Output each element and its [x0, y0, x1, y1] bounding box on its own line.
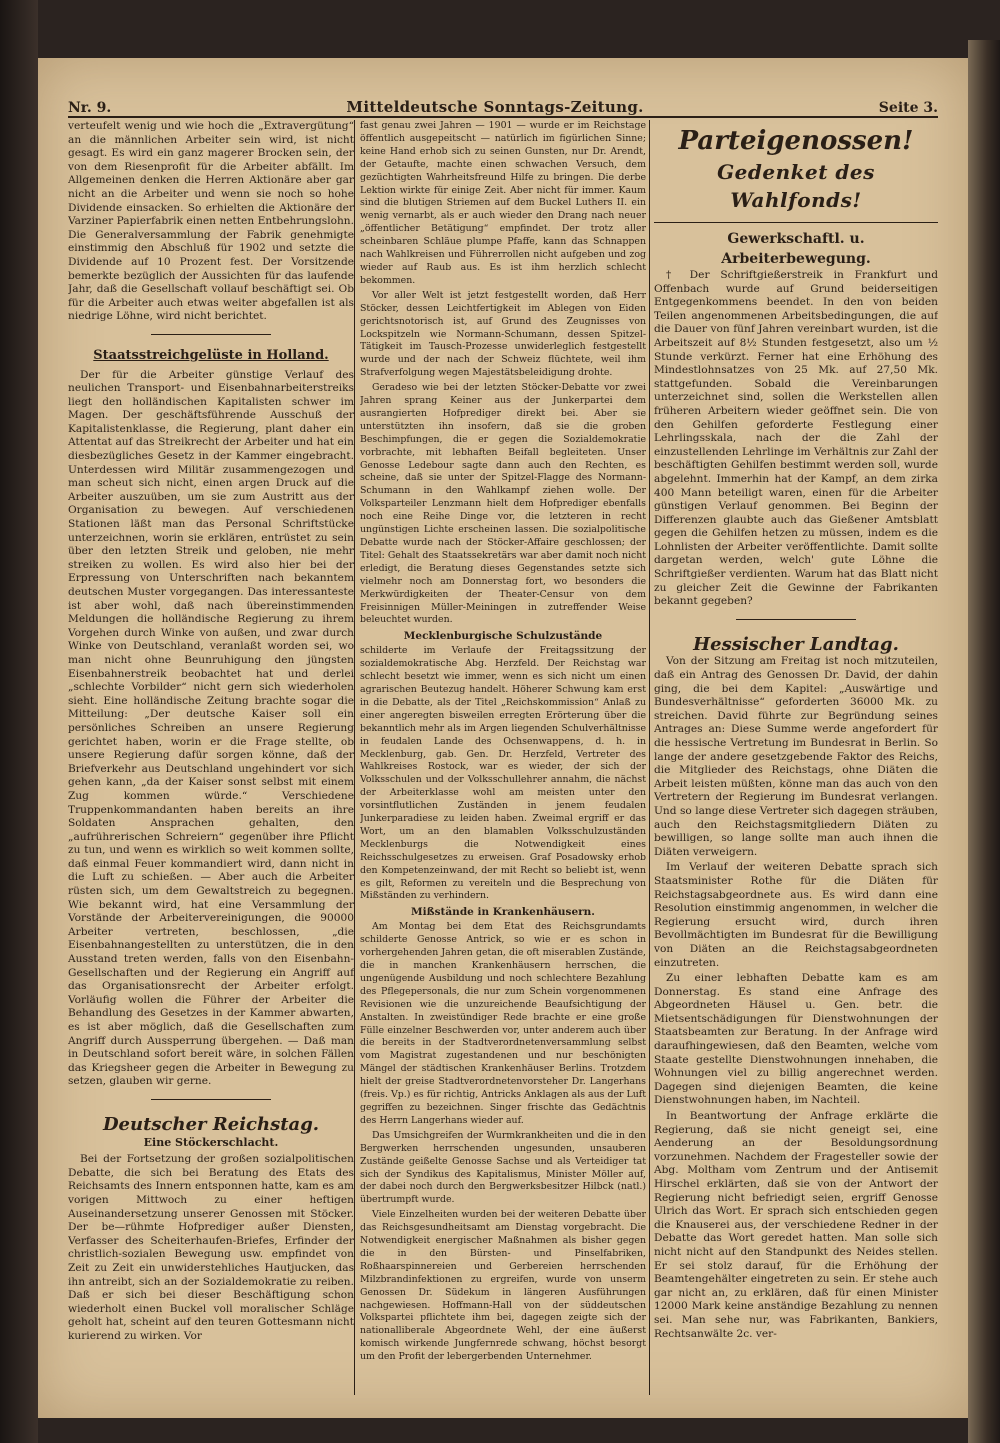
- divider: [736, 619, 856, 620]
- paragraph: fast genau zwei Jahren — 1901 — wurde er im Reichstage öffentlich ausgepeitscht — natürlich im figürlichen Sinne; keine Hand erhob sich zu seinen Gunsten, nur Dr. Arendt, der Getaufte, machte einen schwachen Versuch, dem gezüchtigten Wahrheitsfreund Hilfe zu bringen. Die derbe Lektion wirkte für einige Zeit. Aber nicht für immer. Kaum sind die blutigen Striemen auf dem Buckel Luthers II. ein wenig vernarbt, als er auch wieder den Drang nach neuer „öffentlicher Betätigung“ empfindet. Der trotz aller scheinbaren Schläue plumpe Pfaffe, kann das Schnappen nach Wahlkreisen und Führerrollen nicht aufgeben und zog wieder auf Raub aus. Es ist ihm herzlich schlecht bekommen.: [360, 120, 646, 286]
- page-edge: [968, 40, 1000, 1443]
- appeal-banner: [654, 124, 938, 269]
- column-2: [360, 120, 646, 1390]
- banner-line-2: Gedenket des Wahlfonds!: [717, 160, 875, 212]
- paragraph: Am Montag bei dem Etat des Reichsgrundamts schilderte Genosse Antrick, so wie er es schon in vorhergehenden Jahren getan, die oft miserablen Zustände, die in manchen Krankenhäusern herrschen, die ungenügende Ausbildung und noch schlechtere Bezahlung des Pflegepersonals, die nur zum Schein vorgenommenen Revisionen wie die unzureichende Beaufsichtigung der Anstalten. In zweistündiger Rede brachte er eine große Fülle einzelner Beschwerden vor, unter anderem auch über die bereits in der Stadtverordnetenversammlung selbst vom Magistrat zugestandenen und nur beschönigten Mängel der städtischen Krankenhäuser Berlins. Trotzdem hielt der greise Stadtverordnetenvorsteher Dr. Langerhans (freis. Vp.) es für richtig, Antricks Anklagen als aus der Luft gegriffen zu bezeichnen. Singer frischte das Gedächtnis des Herrn Langerhans wieder auf.: [360, 921, 646, 1126]
- newspaper-page: [38, 58, 968, 1418]
- paragraph: Von der Sitzung am Freitag ist noch mitzuteilen, daß ein Antrag des Genossen Dr. David, der dahin ging, die bei dem Kapitel: „Auswärtige und Bundesverhältnisse“ geforderten 36000 Mk. zu streichen. David führte zur Begründung seines Antrages an: Diese Summe werde angefordert für die hessische Vertretung im Bundesrat in Berlin. So lange der andere gesetzgebende Faktor des Reichs, die Mitglieder des Reichstags, ohne Diäten die Arbeit leisten müßten, könne man das auch von den Vertretern der Regierung im Bundesrat verlangen. Und so lange diese Vertreter sich dagegen sträuben, auch den Reichstagsmitgliedern Diäten zu bewilligen, so lange sollte man auch ihnen die Diäten verweigern.: [654, 655, 938, 858]
- column-rule: [649, 120, 650, 1395]
- issue-number: Nr. 9.: [68, 100, 112, 116]
- subheadline-stoecker: Eine Stöckerschlacht.: [143, 1135, 279, 1149]
- subheadline-krankenhaeuser: Mißstände in Krankenhäusern.: [411, 906, 595, 919]
- column-3: [654, 120, 938, 1390]
- paragraph: Vor aller Welt ist jetzt festgestellt worden, daß Herr Stöcker, dessen Leichtfertigkeit im Ablegen von Eiden gerichtsnotorisch ist, auf Grund des Zeugnisses von Lockspitzeln wie Normann-Schumann, dessen Spitzel-Tätigkeit im Tausch-Prozesse unwiderleglich festgestellt wurde und der nach der Schweiz flüchtete, weil ihm Strafverfolgung wegen Majestätsbeleidigung drohte.: [360, 289, 646, 379]
- article-continuation: verteufelt wenig und wie hoch die „Extravergütung“ an die männlichen Arbeiter sein wird, ist nicht gesagt. Es wird ein ganz magerer Brocken sein, der von dem Riesenprofit für die Arbeiter abfällt. Im Allgemeinen denken die Herren Aktionäre aber gar nicht an die Arbeiter und wenn sie noch so hohe Dividende einsacken. So erhielten die Aktionäre der Varziner Papierfabrik einen netten Entbehrungslohn. Die Generalversammlung der Fabrik genehmigte einstimmig den Abschluß für 1902 und setzte die Dividende auf 10 Prozent fest. Der Vorsitzende bemerkte bezüglich der Aussichten für das laufende Jahr, daß die Gesellschaft vollauf beschäftigt sei. Ob für die Arbeiter auch etwas weiter abgefallen ist als niedrige Löhne, wird nicht berichtet.: [68, 120, 354, 323]
- paragraph: Viele Einzelheiten wurden bei der weiteren Debatte über das Reichsgesundheitsamt am Dienstag vorgebracht. Die Notwendigkeit energischer Maßnahmen als bisher gegen die in den Bürsten- und Pinselfabriken, Roßhaarspinnereien und Gerbereien herrschenden Milzbrandinfektionen zu ergreifen, wurde von unserm Genossen Dr. Südekum in längeren Ausführungen nachgewiesen. Hoffmann-Hall von der süddeutschen Volkspartei pflichtete ihm bei, dagegen zeigte sich der nationalliberale Abgeordnete Wehl, der eine äußerst komisch wirkende Jungfernrede schwang, höchst besorgt um den Profit der lebergerbenden Unternehmer.: [360, 1209, 646, 1363]
- book-spine: [0, 0, 38, 1443]
- divider: [151, 334, 271, 335]
- headline-holland: Staatsstreichgelüste in Holland.: [93, 347, 329, 363]
- subheadline-mecklenburg: Mecklenburgische Schulzustände: [403, 630, 603, 643]
- paragraph: schilderte im Verlaufe der Freitagssitzung der sozialdemokratische Abg. Herzfeld. Der Reichstag war schlecht besetzt wie immer, wenn es sich nicht um einen agrarischen Beutezug handelt. Höherer Schwung kam erst in die Debatte, als der Titel „Reichskommission“ Anlaß zu einer angeregten bisweilen erregten Erörterung über die bekanntlich mehr als im Argen liegenden Schulverhältnisse in feudalen Lande des Ochsenwappens, d. h. in Mecklenburg, gab. Gen. Dr. Herzfeld, Vertreter des Wahlkreises Rostock, war es wieder, der sich der Volksschulen und der Volksschullehrer annahm, die nächst der Arbeiterklasse wohl am meisten unter den vorsintflutlichen Zuständen in jenem feudalen Junkerparadiese zu leiden haben. Zweimal ergriff er das Wort, um an den blamablen Volksschulzuständen Mecklenburgs die Notwendigkeit eines Reichsschulgesetzes zu erweisen. Graf Posadowsky erhob den Kompetenzeinwand, der mit Recht so beliebt ist, wenn es gilt, Reformen zu vereiteln und die Besprechung von Mißständen zu verhindern.: [360, 645, 646, 902]
- paragraph: Das Umsichgreifen der Wurmkrankheiten und die in den Bergwerken herrschenden ungesunden, unsauberen Zustände geißelte Genosse Sachse und als Verteidiger tat sich der Syndikus des Kapitalismus, Minister Möller auf, der dabei noch durch den Bergwerksbesitzer Hilbck (natl.) übertrumpft wurde.: [360, 1129, 646, 1206]
- article-gewerkschaft: † Der Schriftgießerstreik in Frankfurt und Offenbach wurde auf Grund beiderseitigen Entgegenkommens beendet. In den von beiden Teilen angenommenen Arbeitsbedingungen, die auf die Dauer von fünf Jahren vereinbart wurden, ist die Arbeitszeit auf 8½ Stunden festgesetzt, also um ½ Stunde verkürzt. Ferner hat eine Erhöhung des Mindestlohnsatzes von 25 Mk. auf 27,50 Mk. stattgefunden. Sobald die Vereinbarungen unterzeichnet sind, sollen die Werkstellen allen früheren Arbeitern wieder geöffnet sein. Die von den Gehilfen geforderte Festlegung einer Lehrlingsskala, nach der die Zahl der einzustellenden Lehrlinge im Verhältnis zur Zahl der beschäftigten Gehilfen bestimmt werden soll, wurde abgelehnt. Immerhin hat der Kampf, an dem zirka 400 Mann beteiligt waren, einen für die Arbeiter günstigen Verlauf genommen. Bei Beginn der Differenzen glaubte auch das Gießener Amtsblatt gegen die Gehilfen hetzen zu müssen, indem es die Lohnlisten der Arbeiter veröffentlichte. Damit sollte dargetan werden, welch' gute Löhne die Schriftgießer verdienten. Warum hat das Blatt nicht zu gleicher Zeit die Gewinne der Fabrikanten bekannt gegeben?: [654, 269, 938, 608]
- column-1: [68, 120, 354, 1390]
- masthead: Mitteldeutsche Sonntags-Zeitung.: [346, 98, 644, 116]
- column-rule: [354, 120, 355, 1395]
- divider: [151, 1099, 271, 1100]
- headline-landtag: Hessischer Landtag.: [693, 633, 899, 655]
- paragraph: Im Verlauf der weiteren Debatte sprach sich Staatsminister Rothe für die Diäten für Reichstagsabgeordnete aus. Es wird dann eine Resolution einstimmig angenommen, in welcher die Regierung ersucht wird, durch ihren Bevollmächtigten im Bundesrat für die Bewilligung von Diäten an die Reichstagsabgeordneten einzutreten.: [654, 861, 938, 969]
- page-header: [68, 86, 938, 118]
- article-holland: Der für die Arbeiter günstige Verlauf des neulichen Transport- und Eisenbahnarbeiterstreiks liegt den holländischen Kapitalisten schwer im Magen. Der geschäftsführende Ausschuß der Kapitalistenklasse, die Regierung, plant daher ein Attentat auf das Streikrecht der Arbeiter und hat ein diesbezügliches Gesetz in der Kammer eingebracht. Unterdessen wird Militär zusammengezogen und man scheut sich nicht, einen argen Druck auf die Arbeiter auszuüben, um sie zum Austritt aus der Organisation zu bewegen. Auf verschiedenen Stationen läßt man das Personal Schriftstücke unterzeichnen, worin sie erklären, entrüstet zu sein über den letzten Streik und geloben, nie mehr streiken zu wollen. Es wird also hier bei der Erpressung von Unterschriften nach bekanntem deutschen Muster vorgegangen. Das interessanteste ist aber wohl, daß nach übereinstimmenden Meldungen die holländische Regierung zu ihrem Vorgehen durch Winke von außen, und zwar durch Winke von Deutschland, veranlaßt worden sei, wo man nicht ohne Beunruhigung den jüngsten Eisenbahnerstreik beobachtet hat und derlei „schlechte Vorbilder“ nicht gern sich wiederholen sieht. Eine holländische Zeitung brachte sogar die Mitteilung: „Der deutsche Kaiser soll ein persönliches Schreiben an unsere Regierung gerichtet haben, worin er die Frage stellte, ob unsere Regierung dafür sorgen könne, daß der Briefverkehr aus Deutschland ungehindert vor sich gehen kann, „da der Kaiser sonst selbst mit einem Zug kommen würde.“ Verschiedene Truppenkommandanten haben bereits an ihre Soldaten Ansprachen gehalten, den „aufrührerischen Schreiern“ gegenüber ihre Pflicht zu tun, und wenn es wirklich so weit kommen sollte, daß einmal Feuer kommandiert wird, dann nicht in die Luft zu schießen. — Aber auch die Arbeiter rüsten sich, um dem Gewaltstreich zu begegnen. Wie bekannt wird, hat eine Versammlung der Vorstände der Arbeitervereinigungen, die 90000 Arbeiter vertreten, beschlossen, „die Eisenbahnangestellten zu unterstützen, die in den Ausstand treten werden, falls von den Eisenbahn-Gesellschaften und der Regierung ein Angriff auf das Organisationsrecht der Arbeiter erfolgt. Vorläufig wollen die Führer der Arbeiter die Behandlung des Gesetzes in der Kammer abwarten, es ist aber möglich, daß die Gesellschaften zum Angriff durch Aussperrung übergehen. — Daß man in Deutschland sofort bereit wäre, in solchen Fällen das Kriegsheer gegen die Arbeiter in Bewegung zu setzen, glauben wir gerne.: [68, 368, 354, 1088]
- headline-gewerkschaft: Gewerkschaftl. u. Arbeiterbewegung.: [654, 222, 938, 269]
- page-number: Seite 3.: [878, 100, 938, 116]
- paragraph: Zu einer lebhaften Debatte kam es am Donnerstag. Es stand eine Anfrage des Abgeordneten Häusel u. Gen. betr. die Mietsentschädigungen für Dienstwohnungen der Staatsbeamten zur Beratung. In der Anfrage wird daraufhingewiesen, daß den Beamten, welche vom Staate gestellte Dienstwohnungen innehaben, die Wohnungen viel zu billig angerechnet werden. Dagegen sind diejenigen Beamten, die keine Dienstwohnungen haben, im Nachteil.: [654, 972, 938, 1107]
- article-reichstag: Bei der Fortsetzung der großen sozialpolitischen Debatte, die sich bei Beratung des Etats des Reichsamts des Innern entsponnen hatte, kam es am vorigen Mittwoch zu einer heftigen Auseinandersetzung unserer Genossen mit Stöcker. Der be—rühmte Hofprediger außer Diensten, Verfasser des Scheiterhaufen-Briefes, Erfinder der christlich-sozialen Bewegung usw. empfindet von Zeit zu Zeit ein unwiderstehliches Hautjucken, das ihn antreibt, sich an der Sozialdemokratie zu reiben. Daß er sich bei dieser Beschäftigung schon wiederholt einen Buckel voll moralischer Schläge geholt hat, scheint auf den teuren Gottesmann nicht kurierend zu wirken. Vor: [68, 1153, 354, 1342]
- banner-line-1: Parteigenossen!: [678, 126, 914, 156]
- paragraph: In Beantwortung der Anfrage erklärte die Regierung, daß sie nicht geneigt sei, eine Aenderung an der Besoldungsordnung vorzunehmen. Nachdem der Fragesteller sowie der Abg. Moltham vom Zentrum und der Antisemit Hirschel erklärten, daß sie von der Antwort der Regierung nicht befriedigt seien, ergriff Genosse Ulrich das Wort. Er sprach sich entschieden gegen die Knauserei aus, der verschiedene Redner in der Debatte das Wort geredet hatten. Man solle sich nicht nicht auf den Standpunkt des Neides stellen. Er sei stolz darauf, für die Erhöhung der Beamtengehälter eingetreten zu sein. Er stehe auch gar nicht an, zu erklären, daß für einen Minister 12000 Mark keine anständige Bezahlung zu nennen sei. Man sehe nur, was Fabrikanten, Bankiers, Rechtsanwälte 2c. ver-: [654, 1110, 938, 1340]
- paragraph: Geradeso wie bei der letzten Stöcker-Debatte vor zwei Jahren sprang Keiner aus der Junkerpartei dem ausrangierten Hofprediger direkt bei. Aber sie unterstützten ihn insofern, daß sie die groben Beschimpfungen, die er gegen die Sozialdemokratie vorbrachte, mit lebhaften Beifall begleiteten. Unser Genosse Ledebour sagte dann auch den Rechten, es scheine, daß sie unter der Spitzel-Flagge des Normann-Schumann in den Wahlkampf ziehen wolle. Der Volksparteiler Lenzmann hielt dem Hofprediger ebenfalls noch eine Reihe Dinge vor, die letzteren in recht ungünstigen Lichte erscheinen lassen. Die sozialpolitische Debatte wurde nach der Stöcker-Affaire geschlossen; der Titel: Gehalt des Staatssekretärs war aber damit noch nicht erledigt, die Beratung dieses Gegenstandes setzte sich vielmehr noch am Donnerstag fort, wo besonders die Merkwürdigkeiten der Theater-Censur von dem Freisinnigen Müller-Meiningen in zutreffender Weise beleuchtet wurden.: [360, 382, 646, 626]
- headline-reichstag: Deutscher Reichstag.: [102, 1113, 320, 1135]
